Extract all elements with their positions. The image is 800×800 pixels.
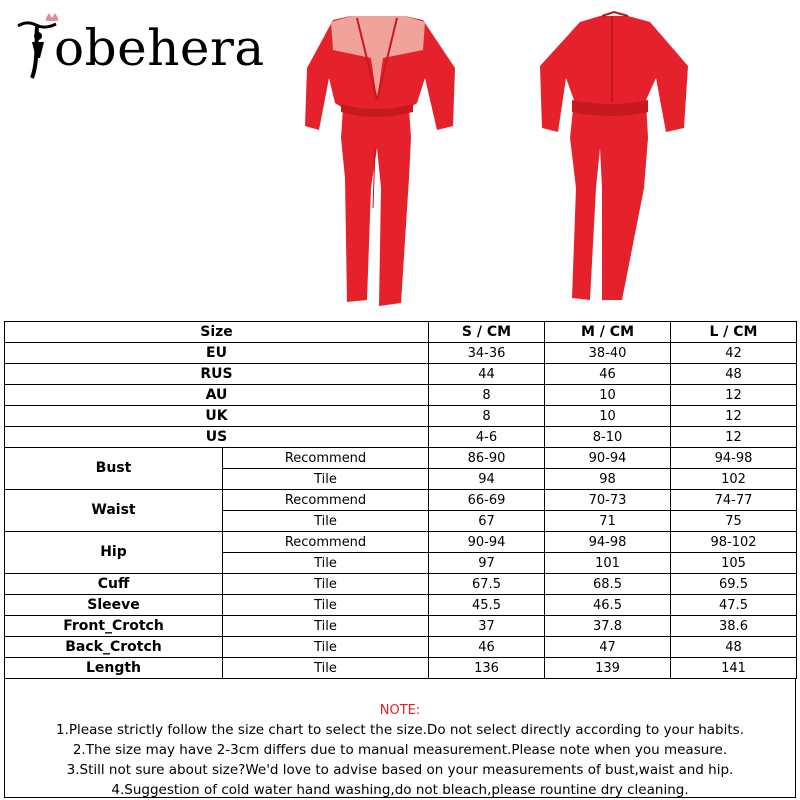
cell-l: 48: [671, 364, 797, 385]
row-label: Length: [5, 658, 223, 679]
table-row: [5, 637, 797, 658]
cell-m: 90-94: [545, 448, 671, 469]
table-row: [5, 616, 797, 637]
cell-s: 94: [429, 469, 545, 490]
note-line: 2.The size may have 2-3cm differs due to manual measurement.Please note when you measure.: [72, 742, 728, 758]
cell-l: 74-77: [671, 490, 797, 511]
row-label: US: [5, 427, 429, 448]
cell-m: 10: [545, 385, 671, 406]
cell-m: 38-40: [545, 343, 671, 364]
row-label: Back_Crotch: [5, 637, 223, 658]
cell-m: 10: [545, 406, 671, 427]
table-row: [5, 448, 797, 469]
header-m: M / CM: [545, 322, 671, 343]
measure-type: Tile: [223, 595, 429, 616]
header-s: S / CM: [429, 322, 545, 343]
cell-s: 45.5: [429, 595, 545, 616]
cell-m: 68.5: [545, 574, 671, 595]
row-label: Bust: [5, 448, 223, 490]
jumpsuit-front-image: [305, 8, 455, 308]
cell-m: 71: [545, 511, 671, 532]
measure-type: Tile: [223, 469, 429, 490]
cell-s: 67.5: [429, 574, 545, 595]
cell-l: 105: [671, 553, 797, 574]
cell-s: 136: [429, 658, 545, 679]
note-box: [4, 678, 796, 798]
row-label: Sleeve: [5, 595, 223, 616]
row-label: Waist: [5, 490, 223, 532]
table-row: [5, 385, 797, 406]
header-size: Size: [5, 322, 429, 343]
measure-type: Tile: [223, 616, 429, 637]
table-row: [5, 364, 797, 385]
cell-l: 48: [671, 637, 797, 658]
cell-m: 46: [545, 364, 671, 385]
note-line: 3.Still not sure about size?We'd love to advise based on your measurements of bust,waist and hip.: [66, 762, 734, 778]
cell-l: 94-98: [671, 448, 797, 469]
cell-l: 42: [671, 343, 797, 364]
cell-m: 46.5: [545, 595, 671, 616]
cell-l: 12: [671, 406, 797, 427]
row-label: AU: [5, 385, 429, 406]
measure-type: Tile: [223, 553, 429, 574]
cell-s: 90-94: [429, 532, 545, 553]
row-label: Hip: [5, 532, 223, 574]
cell-s: 4-6: [429, 427, 545, 448]
cell-l: 141: [671, 658, 797, 679]
row-label: Cuff: [5, 574, 223, 595]
cell-l: 98-102: [671, 532, 797, 553]
cell-s: 8: [429, 385, 545, 406]
size-chart-table: [4, 321, 797, 679]
table-row: [5, 595, 797, 616]
table-row: [5, 658, 797, 679]
cell-m: 101: [545, 553, 671, 574]
table-header-row: [5, 322, 797, 343]
cell-m: 98: [545, 469, 671, 490]
cell-l: 102: [671, 469, 797, 490]
cell-s: 86-90: [429, 448, 545, 469]
cell-s: 37: [429, 616, 545, 637]
cell-l: 12: [671, 427, 797, 448]
cell-m: 94-98: [545, 532, 671, 553]
cell-s: 67: [429, 511, 545, 532]
cell-l: 69.5: [671, 574, 797, 595]
table-row: [5, 532, 797, 553]
cell-s: 8: [429, 406, 545, 427]
cell-m: 47: [545, 637, 671, 658]
row-label: Front_Crotch: [5, 616, 223, 637]
cell-s: 46: [429, 637, 545, 658]
measure-type: Tile: [223, 637, 429, 658]
cell-m: 37.8: [545, 616, 671, 637]
jumpsuit-back-image: [540, 8, 690, 308]
table-row: [5, 490, 797, 511]
cell-m: 139: [545, 658, 671, 679]
cell-s: 97: [429, 553, 545, 574]
measure-type: Recommend: [223, 490, 429, 511]
measure-type: Tile: [223, 574, 429, 595]
note-line: 1.Please strictly follow the size chart to select the size.Do not select directly according to your habits.: [56, 722, 744, 738]
row-label: RUS: [5, 364, 429, 385]
cell-m: 70-73: [545, 490, 671, 511]
row-label: EU: [5, 343, 429, 364]
note-line: 4.Suggestion of cold water hand washing,do not bleach,please rountine dry cleaning.: [111, 782, 689, 798]
cell-l: 12: [671, 385, 797, 406]
table-row: [5, 406, 797, 427]
cell-s: 66-69: [429, 490, 545, 511]
cell-s: 44: [429, 364, 545, 385]
cell-s: 34-36: [429, 343, 545, 364]
table-row: [5, 427, 797, 448]
brand-logo: [10, 12, 300, 82]
cell-l: 38.6: [671, 616, 797, 637]
cell-l: 47.5: [671, 595, 797, 616]
table-row: [5, 343, 797, 364]
cell-m: 8-10: [545, 427, 671, 448]
header-l: L / CM: [671, 322, 797, 343]
cell-l: 75: [671, 511, 797, 532]
measure-type: Recommend: [223, 448, 429, 469]
measure-type: Tile: [223, 658, 429, 679]
table-row: [5, 574, 797, 595]
brand-name: obehera: [54, 19, 265, 77]
row-label: UK: [5, 406, 429, 427]
measure-type: Tile: [223, 511, 429, 532]
note-title: NOTE:: [379, 703, 421, 718]
measure-type: Recommend: [223, 532, 429, 553]
